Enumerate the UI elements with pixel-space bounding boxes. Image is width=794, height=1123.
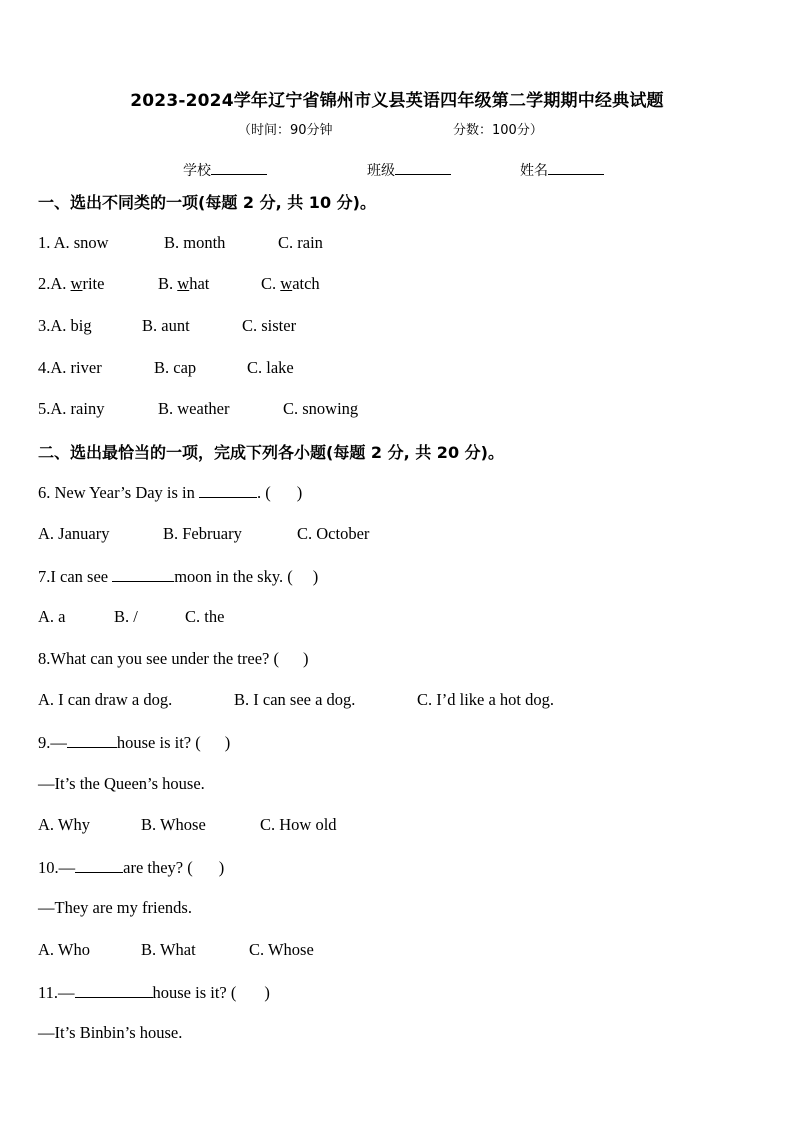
q8-paren-close: ) bbox=[302, 649, 309, 668]
q8-stem: 8.What can you see under the tree? ( bbox=[38, 649, 279, 668]
class-blank[interactable] bbox=[395, 160, 451, 175]
q2-option-c-underline: w bbox=[280, 274, 293, 293]
question-5 bbox=[38, 399, 359, 419]
q2-number: 2. bbox=[38, 274, 51, 293]
question-8 bbox=[38, 649, 308, 669]
question-4 bbox=[38, 358, 294, 378]
q10-answer-line: —They are my friends. bbox=[38, 898, 192, 917]
q7-option-b: B. / bbox=[114, 607, 138, 626]
q2-option-c bbox=[261, 274, 320, 294]
q8-option-a: A. I can draw a dog. bbox=[38, 690, 173, 709]
page-title: 2023-2024学年辽宁省锦州市义县英语四年级第二学期期中经典试题 bbox=[130, 91, 664, 111]
q6-answer-blank[interactable] bbox=[199, 482, 257, 498]
q7-stem-end: moon in the sky. ( bbox=[174, 567, 293, 586]
section1-heading: 一、选出不同类的一项(每题 2 分, 共 10 分)。 bbox=[38, 193, 376, 212]
q3-number: 3. bbox=[38, 316, 51, 335]
q11-paren-close: ) bbox=[264, 983, 270, 1002]
school-field bbox=[183, 160, 267, 180]
q8-options bbox=[38, 690, 555, 710]
question-10 bbox=[38, 857, 224, 878]
q7-answer-blank[interactable] bbox=[112, 566, 174, 582]
q4-option-a: A. river bbox=[50, 358, 102, 377]
q11-stem-end: house is it? ( bbox=[152, 983, 237, 1002]
q9-answer-line: —It’s the Queen’s house. bbox=[38, 774, 205, 793]
q1-option-b: B. month bbox=[164, 233, 226, 252]
q9-stem-start: 9.— bbox=[38, 733, 67, 752]
q7-options bbox=[38, 607, 225, 627]
school-blank[interactable] bbox=[211, 160, 267, 175]
q10-stem-start: 10.— bbox=[38, 858, 76, 877]
section2-heading: 二、选出最恰当的一项，完成下列各小题(每题 2 分, 共 20 分)。 bbox=[38, 443, 504, 462]
q2-option-c-prefix: C. bbox=[261, 274, 281, 293]
q7-stem-start: 7.I can see bbox=[38, 567, 113, 586]
question-7 bbox=[38, 566, 318, 587]
q2-option-b-rest: hat bbox=[189, 274, 210, 293]
name-blank[interactable] bbox=[548, 160, 604, 175]
q11-stem-start: 11.— bbox=[38, 983, 75, 1002]
q3-option-a: A. big bbox=[50, 316, 92, 335]
q10-paren-close: ) bbox=[218, 858, 225, 877]
q5-number: 5. bbox=[38, 399, 51, 418]
q6-option-c: C. October bbox=[297, 524, 370, 543]
q6-options bbox=[38, 524, 370, 544]
q10-options bbox=[38, 940, 314, 960]
q9-answer-blank[interactable] bbox=[67, 732, 117, 748]
q10-answer-blank[interactable] bbox=[75, 857, 123, 873]
q10-option-a: A. Who bbox=[38, 940, 90, 959]
name-field bbox=[520, 160, 604, 180]
q9-options bbox=[38, 815, 337, 835]
q6-paren-close: ) bbox=[296, 483, 303, 502]
q2-option-c-rest: atch bbox=[292, 274, 320, 293]
q10-option-b: B. What bbox=[141, 940, 196, 959]
question-6 bbox=[38, 482, 302, 503]
exam-score: 分数：100分） bbox=[453, 123, 543, 138]
school-label: 学校 bbox=[183, 163, 211, 179]
q8-option-c: C. I’d like a hot dog. bbox=[417, 690, 555, 709]
q9-stem-end: house is it? ( bbox=[116, 733, 201, 752]
name-label: 姓名 bbox=[520, 163, 548, 179]
q7-paren-close: ) bbox=[312, 567, 319, 586]
q5-option-a: A. rainy bbox=[50, 399, 105, 418]
class-field bbox=[367, 160, 451, 180]
q1-option-c: C. rain bbox=[278, 233, 323, 252]
q4-option-c: C. lake bbox=[247, 358, 294, 377]
question-1 bbox=[38, 233, 323, 253]
q11-answer-blank[interactable] bbox=[75, 982, 153, 998]
q6-option-b: B. February bbox=[163, 524, 242, 543]
q8-option-b: B. I can see a dog. bbox=[234, 690, 356, 709]
q1-number: 1. bbox=[38, 233, 54, 252]
class-label: 班级 bbox=[367, 163, 395, 179]
q9-option-c: C. How old bbox=[260, 815, 337, 834]
q6-option-a: A. January bbox=[38, 524, 110, 543]
q11-answer-line: —It’s Binbin’s house. bbox=[38, 1023, 183, 1042]
q7-option-c: C. the bbox=[185, 607, 225, 626]
q2-option-b-prefix: B. bbox=[158, 274, 178, 293]
q2-option-a-prefix: A. bbox=[50, 274, 71, 293]
question-9 bbox=[38, 732, 230, 753]
q3-option-b: B. aunt bbox=[142, 316, 190, 335]
q9-option-b: B. Whose bbox=[141, 815, 206, 834]
q4-number: 4. bbox=[38, 358, 51, 377]
q2-option-b-underline: w bbox=[177, 274, 190, 293]
q1-option-a: A. snow bbox=[53, 233, 109, 252]
q5-option-c: C. snowing bbox=[283, 399, 359, 418]
q6-stem-end: . ( bbox=[257, 483, 271, 502]
q9-option-a: A. Why bbox=[38, 815, 90, 834]
q5-option-b: B. weather bbox=[158, 399, 230, 418]
q9-paren-close: ) bbox=[224, 733, 231, 752]
q3-option-c: C. sister bbox=[242, 316, 297, 335]
q2-option-a-rest: rite bbox=[82, 274, 105, 293]
exam-time: （时间：90分钟 bbox=[238, 123, 333, 138]
q10-option-c: C. Whose bbox=[249, 940, 314, 959]
q6-stem-start: 6. New Year’s Day is in bbox=[38, 483, 200, 502]
q7-option-a: A. a bbox=[38, 607, 66, 626]
q2-option-a-underline: w bbox=[70, 274, 83, 293]
q10-stem-end: are they? ( bbox=[123, 858, 193, 877]
q4-option-b: B. cap bbox=[154, 358, 197, 377]
question-2 bbox=[38, 274, 320, 294]
q2-option-b bbox=[158, 274, 209, 294]
question-11 bbox=[38, 982, 270, 1003]
question-3 bbox=[38, 316, 297, 336]
